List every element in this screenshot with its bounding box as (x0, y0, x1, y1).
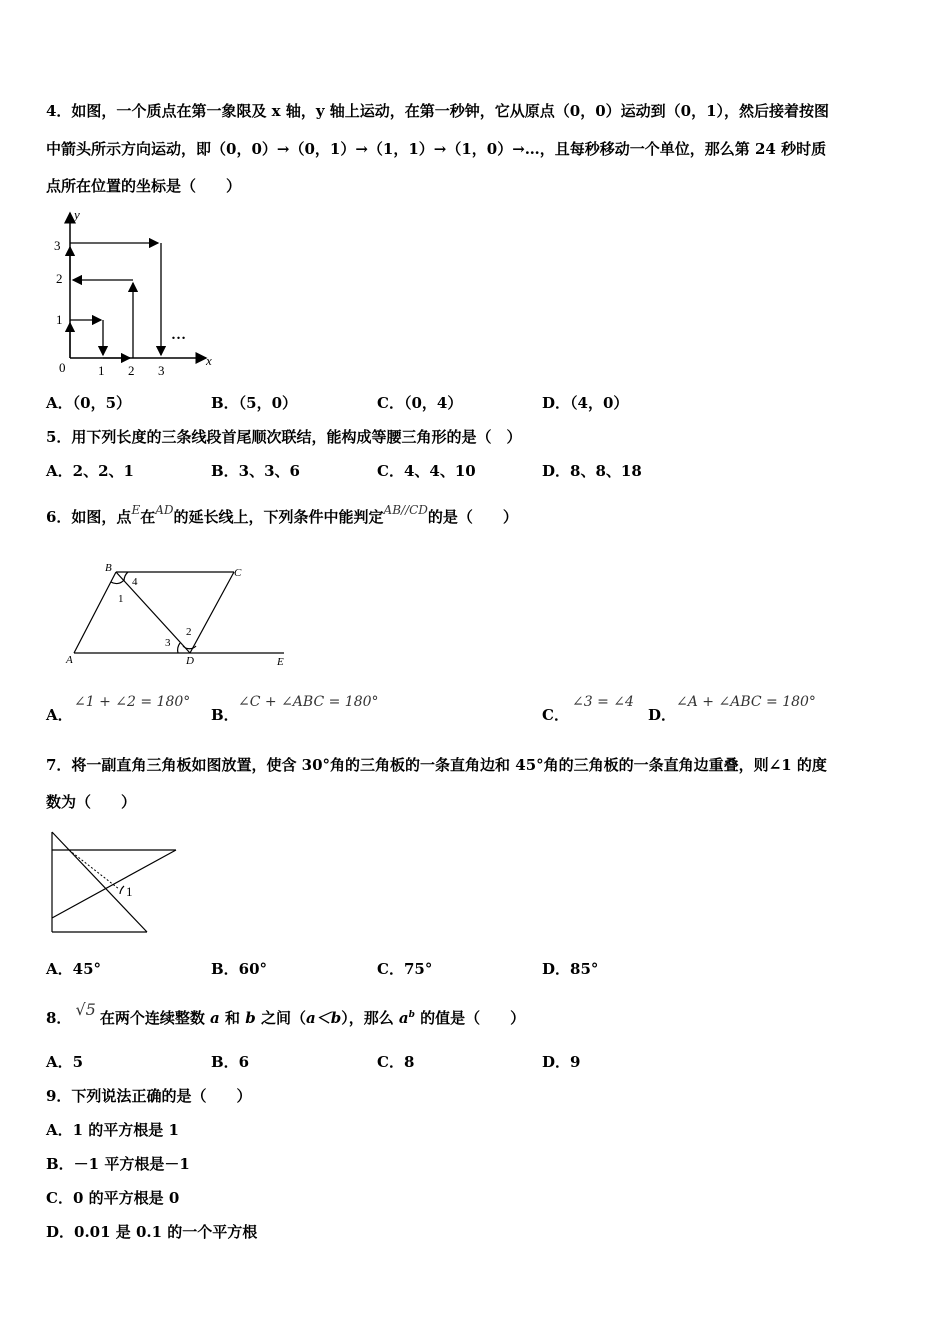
q4-option-c[interactable]: C．（0，4） (377, 394, 463, 412)
q4-origin-label: 0 (59, 360, 66, 375)
q4-x-tick-3: 3 (158, 363, 165, 378)
q6-mid2: 的延长线上，下列条件中能判定 (173, 508, 384, 526)
q4-y-tick-2: 2 (56, 271, 63, 286)
q7-text-line1: 7．将一副直角三角板如图放置，使含 30°角的三角板的一条直角边和 45°角的三角板的一条直角边重叠，则∠1 的度 (46, 756, 827, 774)
q8-text3: 之间（ (255, 1009, 306, 1027)
q8-power-exponent: b (408, 1010, 415, 1020)
q4-x-axis-label: x (206, 353, 212, 368)
q6-text (46, 503, 518, 528)
q4-ellipsis: … (171, 327, 186, 343)
q9-text: 9．下列说法正确的是（ ） (46, 1087, 252, 1105)
q8-var-a: a (210, 1009, 220, 1027)
q8-radical: √5 (75, 1000, 96, 1019)
q8-text4: ），那么 (341, 1009, 399, 1027)
q8-option-c[interactable]: C．8 (377, 1053, 415, 1071)
q6-angle-1: 1 (118, 593, 124, 605)
q6-option-d-label[interactable]: D． (648, 706, 677, 724)
q6-option-c-label[interactable]: C． (542, 706, 569, 724)
q6-label-d: D (186, 655, 194, 667)
q7-text-line2: 数为（ ） (46, 793, 137, 811)
q5-option-d[interactable]: D．8、8、18 (542, 462, 642, 480)
q8-var-b: b (245, 1009, 256, 1027)
q5-option-b[interactable]: B．3、3、6 (211, 462, 300, 480)
q6-option-a-expr: ∠1 + ∠2 = 180° (74, 694, 191, 710)
q6-angle-4: 4 (132, 576, 138, 588)
q5-text: 5．用下列长度的三条线段首尾顺次联结，能构成等腰三角形的是（ ） (46, 428, 522, 446)
q8-power-base: a (398, 1009, 409, 1027)
q4-y-tick-3: 3 (54, 238, 61, 253)
q9-option-b[interactable]: B．－1 平方根是－1 (46, 1155, 190, 1173)
q6-figure (62, 560, 302, 672)
q7-figure (46, 826, 186, 938)
q4-figure (46, 205, 226, 380)
q8-option-b[interactable]: B．6 (211, 1053, 250, 1071)
q4-x-tick-1: 1 (98, 363, 105, 378)
q6-angle-2: 2 (186, 626, 192, 638)
q6-option-c-expr: ∠3 = ∠4 (572, 694, 634, 710)
q6-option-b-expr: ∠C + ∠ABC = 180° (238, 694, 379, 710)
q4-option-a[interactable]: A．（0，5） (46, 394, 132, 412)
q4-text-line3: 点所在位置的坐标是（ ） (46, 177, 242, 195)
q6-prefix: 6．如图，点 (46, 508, 132, 526)
q4-option-d[interactable]: D．（4，0） (542, 394, 629, 412)
q6-label-c: C (234, 567, 242, 579)
q4-y-tick-1: 1 (56, 312, 63, 327)
q7-angle-1: 1 (126, 884, 133, 899)
q9-option-c[interactable]: C．0 的平方根是 0 (46, 1189, 180, 1207)
q6-segment-ad: AD (155, 503, 174, 517)
q7-option-c[interactable]: C．75° (377, 960, 433, 978)
q8-text1: 在两个连续整数 (99, 1009, 211, 1027)
q9-option-a[interactable]: A．1 的平方根是 1 (46, 1121, 179, 1139)
q6-option-a-label[interactable]: A． (46, 706, 73, 724)
q9-option-d[interactable]: D．0.01 是 0.1 的一个平方根 (46, 1223, 258, 1241)
q4-y-axis-label: y (74, 207, 80, 222)
q4-text-line2: 中箭头所示方向运动，即（0，0）→（0，1）→（1，1）→（1，0）→…，且每秒移动一个单位，那么第 24 秒时质 (46, 140, 827, 158)
q8-inequality: a＜b (305, 1009, 342, 1027)
q6-mid1: 在 (140, 508, 156, 526)
q7-option-b[interactable]: B．60° (211, 960, 268, 978)
q6-suffix: 的是（ ） (427, 508, 518, 526)
q7-option-a[interactable]: A．45° (46, 960, 102, 978)
q6-option-b-label[interactable]: B． (211, 706, 239, 724)
q8-text5: 的值是（ ） (414, 1009, 526, 1027)
q6-label-b: B (105, 562, 112, 574)
q6-option-d-expr: ∠A + ∠ABC = 180° (676, 694, 816, 710)
q8-number: 8． (46, 1009, 72, 1027)
q8-text2: 和 (219, 1009, 246, 1027)
q4-text-line1: 4．如图，一个质点在第一象限及 x 轴，y 轴上运动，在第一秒钟，它从原点（0，0）运动到（0，1），然后接着按图 (46, 102, 830, 120)
q6-label-a: A (66, 654, 73, 666)
q8-option-a[interactable]: A．5 (46, 1053, 84, 1071)
q8-text (46, 1000, 526, 1028)
q5-option-a[interactable]: A．2、2、1 (46, 462, 134, 480)
q6-label-e: E (277, 656, 284, 668)
q4-x-tick-2: 2 (128, 363, 135, 378)
q7-option-d[interactable]: D．85° (542, 960, 599, 978)
q6-angle-3: 3 (165, 637, 171, 649)
q4-option-b[interactable]: B．（5，0） (211, 394, 298, 412)
q6-point-e: E (131, 503, 141, 517)
q6-parallel-expr: AB//CD (383, 503, 428, 517)
q8-option-d[interactable]: D．9 (542, 1053, 581, 1071)
q5-option-c[interactable]: C．4、4、10 (377, 462, 476, 480)
